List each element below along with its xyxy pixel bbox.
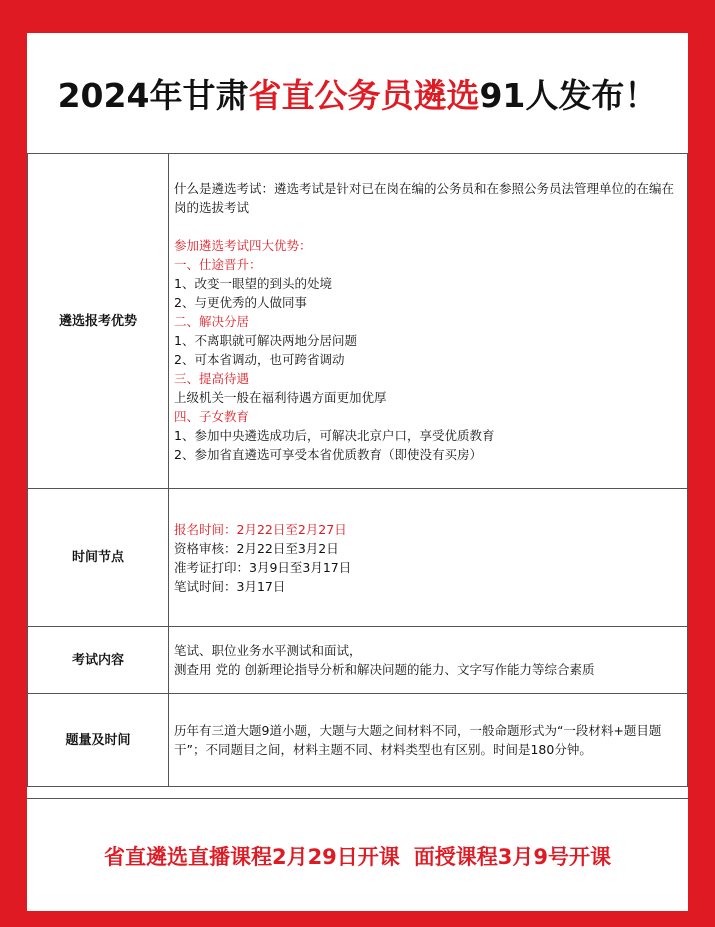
advantage-item: 2、可本省调动，也可跨省调动 xyxy=(174,351,345,367)
course-banner xyxy=(27,798,688,912)
exam-content-line: 测查用 党的 创新理论指导分析和解决问题的能力、文字写作能力等综合素质 xyxy=(174,662,595,677)
advantage-item: 1、改变一眼望的到头的处境 xyxy=(174,275,332,291)
row-content-advantages xyxy=(169,154,688,489)
row-content-timeline xyxy=(169,489,688,627)
title-part-2: 省直公务员遴选 xyxy=(248,75,480,115)
row-content-questions: 历年有三道大题9道小题，大题与大题之间材料不同，一般命题形式为“一段材料+题目题干”；不同题目之间，材料主题不同、材料类型也有区别。时间是180分钟。 xyxy=(169,694,688,787)
advantages-intro: 什么是遴选考试：遴选考试是针对已在岗在编的公务员和在参照公务员法管理单位的在编在岗的选拔考试 xyxy=(174,180,675,215)
advantages-heading: 参加遴选考试四大优势： xyxy=(174,237,312,253)
course-banner-offline: 面授课程3月9号开课 xyxy=(413,844,612,869)
row-label-advantages: 遴选报考优势 xyxy=(28,154,169,489)
timeline-item-written-exam: 笔试时间：3月17日 xyxy=(174,578,286,594)
info-table xyxy=(27,153,688,787)
title-part-1: 2024年甘肃 xyxy=(57,75,249,115)
row-label-questions: 题量及时间 xyxy=(28,694,169,787)
table-row-advantages xyxy=(28,154,688,489)
table-row-exam-content xyxy=(28,627,688,694)
table-row-questions xyxy=(28,694,688,787)
advantage-section-title: 四、子女教育 xyxy=(174,408,250,424)
advantage-item: 2、与更优秀的人做同事 xyxy=(174,294,307,310)
title-part-3: 91人发布！ xyxy=(479,75,658,115)
course-banner-live: 省直遴选直播课程2月29日开课 xyxy=(103,844,400,869)
poster-sheet xyxy=(27,33,688,911)
page-title xyxy=(27,33,688,153)
table-row-timeline xyxy=(28,489,688,627)
advantage-item: 1、参加中央遴选成功后，可解决北京户口，享受优质教育 xyxy=(174,427,495,443)
timeline-item-admission-ticket: 准考证打印：3月9日至3月17日 xyxy=(174,559,352,575)
row-content-exam-content xyxy=(169,627,688,694)
advantage-section-title: 三、提高待遇 xyxy=(174,370,250,386)
row-label-timeline: 时间节点 xyxy=(28,489,169,627)
row-label-exam-content: 考试内容 xyxy=(28,627,169,694)
advantage-item: 上级机关一般在福利待遇方面更加优厚 xyxy=(174,389,387,405)
advantage-item: 2、参加省直遴选可享受本省优质教育（即使没有买房） xyxy=(174,446,482,462)
timeline-item-registration: 报名时间：2月22日至2月27日 xyxy=(174,521,347,537)
advantage-item: 1、不离职就可解决两地分居问题 xyxy=(174,332,357,348)
timeline-item-review: 资格审核：2月22日至3月2日 xyxy=(174,540,339,556)
advantage-section-title: 一、仕途晋升： xyxy=(174,256,262,272)
exam-content-line: 笔试、职位业务水平测试和面试， xyxy=(174,643,362,658)
advantage-section-title: 二、解决分居 xyxy=(174,313,250,329)
